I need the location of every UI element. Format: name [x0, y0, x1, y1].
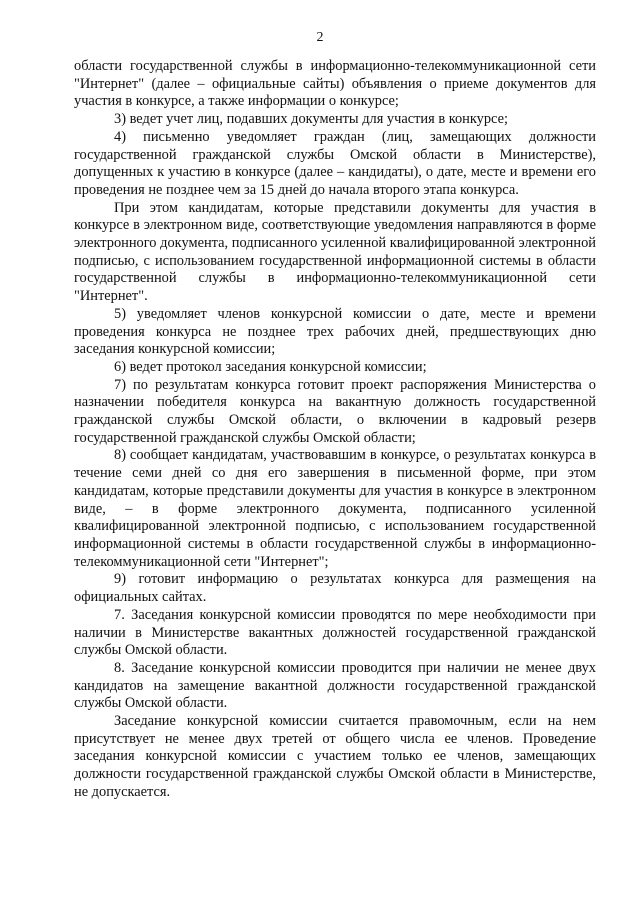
paragraph-item-4-note: При этом кандидатам, которые представили документы для участия в конкурсе в электронном виде, соответствующие уведомления направляются в форме электронного документа, подписанного усиленной квалифицированной электронной подписью, с использованием государственной информационной системы в области государственной службы в информационно-телекоммуникационной сети "Интернет".: [74, 199, 596, 305]
paragraph-quorum: Заседание конкурсной комиссии считается правомочным, если на нем присутствует не менее двух третей от общего числа ее членов. Проведение заседания конкурсной комиссии с участием только ее членов, замещающих должности государственной гражданской службы Омской области в Министерстве, не допускается.: [74, 713, 596, 800]
page-number: 2: [316, 30, 324, 45]
paragraph-continuation: области государственной службы в информационно-телекоммуникационной сети "Интернет" (далее – официальные сайты) объявления о приеме документов для участия в конкурсе, а также информации о конкурсе;: [74, 58, 596, 110]
paragraph-item-6: 6) ведет протокол заседания конкурсной комиссии;: [114, 358, 427, 375]
paragraph-item-8: 8) сообщает кандидатам, участвовавшим в конкурсе, о результатах конкурса в течение семи дней со дня его завершения в письменной форме, при этом кандидатам, которые представили документы для участия в конкурсе в электронном виде, – в форме электронного документа, подписанного усиленной квалифицированной электронной подписью, с использованием государственной информационной системы в области государственной службы в информационно-телекоммуникационной сети "Интернет";: [74, 447, 596, 570]
paragraph-item-9: 9) готовит информацию о результатах конкурса для размещения на официальных сайтах.: [74, 571, 596, 606]
paragraph-item-7: 7) по результатам конкурса готовит проект распоряжения Министерства о назначении победителя конкурса на вакантную должность государственной гражданской службы Омской области, о включении в кадровый резерв государственной гражданской службы Омской области;: [74, 376, 596, 446]
paragraph-section-7: 7. Заседания конкурсной комиссии проводятся по мере необходимости при наличии в Министерстве вакантных должностей государственной гражданской службы Омской области.: [74, 606, 596, 659]
document-body: [74, 58, 596, 802]
paragraph-item-5: 5) уведомляет членов конкурсной комиссии о дате, месте и времени проведения конкурса не позднее трех рабочих дней, предшествующих дню заседания конкурсной комиссии;: [74, 305, 596, 358]
paragraph-item-3: 3) ведет учет лиц, подавших документы для участия в конкурсе;: [114, 111, 509, 128]
paragraph-item-4: 4) письменно уведомляет граждан (лиц, замещающих должности государственной гражданской службы Омской области в Министерстве), допущенных к участию в конкурсе (далее – кандидаты), о дате, месте и времени его проведения не позднее чем за 15 дней до начала второго этапа конкурса.: [74, 128, 596, 198]
paragraph-section-8: 8. Заседание конкурсной комиссии проводится при наличии не менее двух кандидатов на замещение вакантной должности государственной гражданской службы Омской области.: [74, 659, 596, 712]
